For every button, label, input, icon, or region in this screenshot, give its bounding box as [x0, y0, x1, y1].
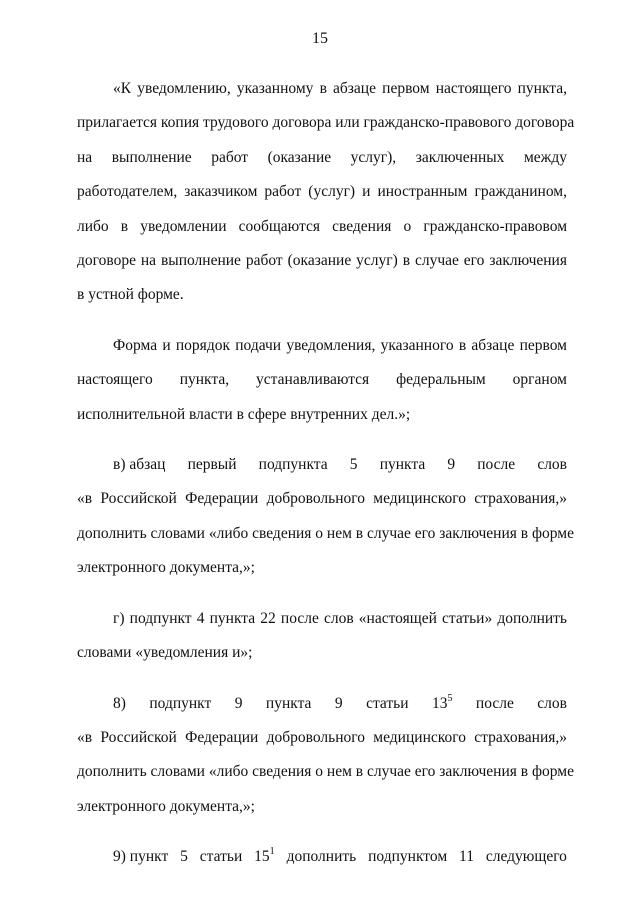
text-line: электронного документа,»; [77, 559, 255, 577]
text-line [77, 840, 567, 874]
text-line: «К уведомлению, указанному в абзаце первом настоящего пункта, [113, 80, 567, 97]
paragraph-item-g [77, 602, 567, 671]
word: 9) пункт [113, 848, 169, 866]
word: настоящего [77, 371, 153, 389]
text-line: в устной форме. [77, 286, 184, 304]
paragraph-item-9 [77, 840, 567, 874]
article-number [432, 687, 453, 721]
text-line [77, 448, 567, 482]
word: подпунктом [368, 848, 448, 866]
text-line [77, 363, 567, 397]
word: устанавливаются [256, 371, 370, 389]
word: после [477, 456, 516, 474]
paragraph-item-8 [77, 687, 574, 825]
word: пункта [265, 694, 312, 712]
word: первый [187, 456, 237, 474]
word: 5 [180, 848, 188, 866]
text-line: либо в уведомлении сообщаются сведения о гражданско-правовом [77, 217, 567, 235]
word: статьи [366, 694, 409, 712]
word: 11 [459, 848, 474, 866]
text-line: «в Российской Федерации добровольного медицинского страхования,» [77, 728, 567, 746]
article-number [254, 840, 275, 874]
text-line: электронного документа,»; [77, 797, 255, 815]
word: услуг), [350, 148, 397, 166]
document-body [77, 72, 575, 875]
article-superscript: 5 [447, 692, 453, 704]
text-line: г) подпункт 4 пункта 22 после слов «настоящей статьи» дополнить [113, 609, 567, 627]
word: на [77, 148, 93, 166]
text-line: работодателем, заказчиком работ (услуг) и иностранным гражданином, [77, 183, 567, 201]
word: после [475, 694, 514, 712]
word: федеральным [396, 371, 486, 389]
text-line: словами «уведомления и»; [77, 644, 253, 662]
article-base: 13 [431, 694, 448, 712]
word: выполнение [111, 148, 192, 166]
word: подпункта [258, 456, 328, 474]
text-line: договоре на выполнение работ (оказание услуг) в случае его заключения [77, 252, 567, 270]
text-line [77, 687, 567, 721]
word: заключенных [415, 148, 505, 166]
word: между [523, 148, 567, 166]
word: 9 [334, 694, 343, 712]
word: слов [537, 694, 567, 712]
word: следующего [485, 848, 567, 866]
text-line: «в Российской Федерации добровольного медицинского страхования,» [77, 490, 567, 508]
paragraph-item-v [77, 448, 574, 586]
text-line: дополнить словами «либо сведения о нем в случае его заключения в форме [77, 524, 574, 542]
text-line [77, 141, 567, 175]
text-line: Форма и порядок подачи уведомления, указанного в абзаце первом [113, 336, 567, 354]
word: слов [537, 456, 567, 474]
word: статьи [199, 848, 243, 866]
word: 9 [234, 694, 243, 712]
text-line: исполнительной власти в сфере внутренних дел.»; [77, 405, 411, 423]
word: дополнить [286, 848, 357, 866]
word: пункта [379, 456, 426, 474]
text-line: дополнить словами «либо сведения о нем в случае его заключения в форме [77, 763, 574, 781]
word: 8) [113, 694, 126, 712]
word: 9 [447, 456, 456, 474]
article-superscript: 1 [269, 846, 275, 858]
word: органом [512, 371, 567, 389]
word: (оказание [267, 148, 332, 166]
word: пункта, [179, 371, 230, 389]
word: подпункт [149, 694, 212, 712]
paragraph-form-procedure [77, 329, 567, 432]
word: в) абзац [113, 456, 166, 474]
paragraph-notification-attachment [77, 72, 575, 313]
word: 5 [349, 456, 358, 474]
text-line: прилагается копия трудового договора или гражданско-правового договора [77, 114, 575, 132]
page-number: 15 [312, 30, 328, 47]
word: работ [211, 148, 249, 166]
article-base: 15 [254, 848, 270, 866]
